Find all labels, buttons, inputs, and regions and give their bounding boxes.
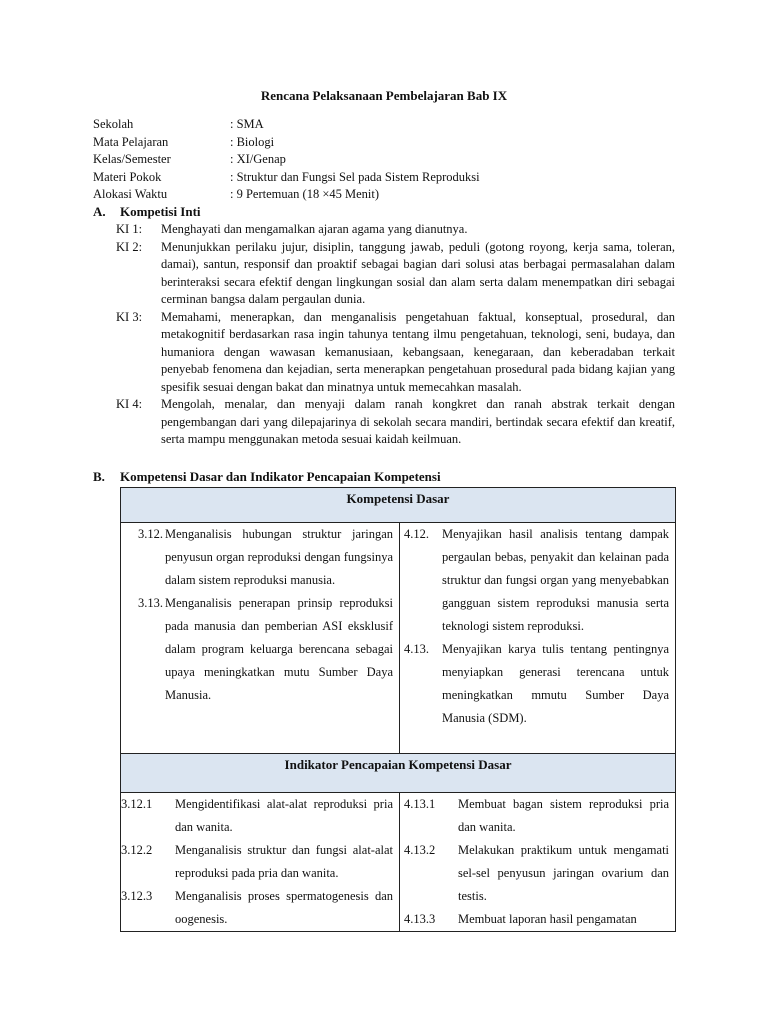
- kd-text: Menganalisis hubungan struktur jaringan penyusun organ reproduksi dengan fungsinya dalam sistem reproduksi manusia.: [165, 527, 393, 587]
- ipk-left-cell: [121, 793, 400, 932]
- ki-item: [116, 396, 675, 449]
- kd-left-cell: [121, 523, 400, 754]
- kd-right-cell: [400, 523, 676, 754]
- identity-value: : SMA: [230, 117, 264, 131]
- section-number: B.: [93, 469, 105, 484]
- identity-value: : Struktur dan Fungsi Sel pada Sistem Reproduksi: [230, 169, 480, 184]
- kd-text: Menyajikan hasil analisis tentang dampak pergaulan bebas, penyakit dan kelainan pada struktur dan fungsi organ yang menyebabkan gangguan sistem reproduksi manusia serta teknologi sistem reproduksi.: [442, 527, 670, 633]
- kd-item: [125, 523, 393, 592]
- identity-value: : 9 Pertemuan (18 ×45 Menit): [230, 187, 380, 201]
- ki-text: Memahami, menerapkan, dan menganalisis pengetahuan faktual, konseptual, prosedural, dan metakognitif berdasarkan rasa ingin tahunya tentang ilmu pengetahuan, teknologi, seni, budaya, dan humaniora dengan wawasan kemanusiaan, kebangsaan, kenegaraan, dan keberadaban terkait penyebab fenomena dan kejadian, serta menerapkan pengetahuan prosedural pada bidang kajian yang spesifik sesuai dengan bakat dan minatnya untuk memecahkan masalah.: [161, 309, 675, 394]
- ipk-text: Menganalisis proses spermatogenesis dan oogenesis.: [175, 889, 393, 926]
- identity-value: : Biologi: [230, 134, 275, 149]
- kd-code: 3.13.: [138, 596, 163, 610]
- ki-code: KI 3:: [116, 309, 143, 324]
- ipk-text: Menganalisis struktur dan fungsi alat-alat reproduksi pada pria dan wanita.: [175, 843, 393, 880]
- identity-row: [93, 186, 480, 204]
- ipk-code: 4.13.3: [404, 912, 436, 926]
- ki-list: [116, 221, 675, 449]
- ki-text: Mengolah, menalar, dan menyaji dalam ranah kongkret dan ranah abstrak terkait dengan pengembangan dari yang dilepajarinya di sekolah secara mandiri, bertindak secara efektif dan kreatif, serta mampu menggunakan metoda sesuai kaidah keilmuan.: [161, 397, 675, 446]
- ipk-text: Melakukan praktikum untuk mengamati sel-sel penyusun jaringan ovarium dan testis.: [458, 843, 670, 903]
- section-title: Kompetisi Inti: [120, 204, 201, 219]
- ipk-item: [404, 793, 669, 839]
- ipk-item: [404, 839, 669, 908]
- kd-code: 4.13.: [404, 642, 429, 656]
- ipk-item: [121, 793, 393, 839]
- identity-label: Alokasi Waktu: [93, 187, 168, 201]
- ipk-item: [121, 839, 393, 885]
- ki-text: Menghayati dan mengamalkan ajaran agama yang dianutnya.: [161, 222, 468, 236]
- ipk-text: Membuat laporan hasil pengamatan: [458, 912, 637, 926]
- kd-item: [404, 523, 669, 638]
- section-b-heading: [93, 469, 441, 485]
- identity-row: [93, 116, 480, 134]
- identity-label: Materi Pokok: [93, 169, 162, 184]
- ipk-right-list: [404, 793, 669, 931]
- competency-table: [120, 487, 676, 932]
- ipk-text: Membuat bagan sistem reproduksi pria dan wanita.: [458, 797, 670, 834]
- kd-item: [404, 638, 669, 730]
- section-number: A.: [93, 204, 106, 219]
- kd-item: [125, 592, 393, 707]
- identity-label: Mata Pelajaran: [93, 134, 169, 149]
- kd-code: 3.12.: [138, 527, 163, 541]
- ipk-item: [404, 908, 669, 931]
- kd-header: Kompetensi Dasar: [121, 488, 676, 523]
- identity-value: : XI/Genap: [230, 152, 286, 166]
- ki-code: KI 1:: [116, 222, 143, 236]
- kd-text: Menyajikan karya tulis tentang pentingnya menyiapkan generasi terencana untuk meningkatkan mmutu Sumber Daya Manusia (SDM).: [442, 642, 670, 725]
- section-title: Kompetensi Dasar dan Indikator Pencapaian Kompetensi: [120, 469, 441, 484]
- ki-code: KI 2:: [116, 239, 143, 254]
- section-a-heading: [93, 204, 201, 220]
- ipk-code: 4.13.2: [404, 843, 436, 857]
- ipk-code: 3.12.1: [121, 797, 153, 811]
- identity-block: [93, 116, 480, 204]
- ki-code: KI 4:: [116, 397, 143, 411]
- identity-row: [93, 134, 480, 152]
- ipk-header: Indikator Pencapaian Kompetensi Dasar: [121, 754, 676, 793]
- identity-row: [93, 169, 480, 187]
- ipk-text: Mengidentifikasi alat-alat reproduksi pria dan wanita.: [175, 797, 393, 834]
- ki-item: [116, 239, 675, 309]
- identity-label: Kelas/Semester: [93, 152, 171, 166]
- identity-row: [93, 151, 480, 169]
- kd-text: Menganalisis penerapan prinsip reproduksi pada manusia dan pemberian ASI eksklusif dalam program keluarga berencana sebagai upaya meningkatkan mutu Sumber Daya Manusia.: [165, 596, 393, 702]
- ki-item: [116, 309, 675, 397]
- ki-item: [116, 221, 675, 239]
- ipk-code: 3.12.2: [121, 843, 153, 857]
- document-title: Rencana Pelaksanaan Pembelajaran Bab IX: [260, 88, 508, 103]
- kd-code: 4.12.: [404, 527, 429, 541]
- ipk-item: [121, 885, 393, 931]
- ipk-right-cell: [400, 793, 676, 932]
- identity-label: Sekolah: [93, 117, 134, 131]
- ipk-code: 4.13.1: [404, 797, 436, 811]
- ipk-code: 3.12.3: [121, 889, 153, 903]
- ki-text: Menunjukkan perilaku jujur, disiplin, tanggung jawab, peduli (gotong royong, kerja sama, toleran, damai), santun, responsif dan proaktif sebagai bagian dari solusi atas berbagai permasalahan dalam berinteraksi secara efektif dengan lingkungan sosial dan alam serta dalam menempatkan diri sebagai cerminan bangsa dalam pergaulan dunia.: [161, 239, 675, 306]
